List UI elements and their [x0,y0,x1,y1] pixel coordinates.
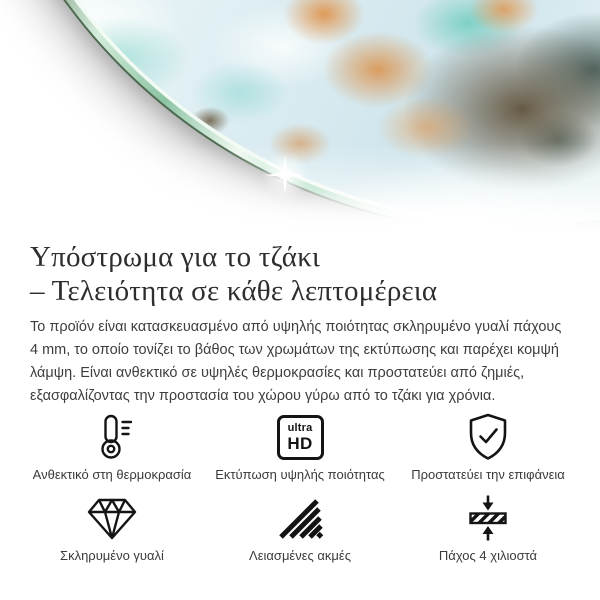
feature-tempered-glass [18,495,206,563]
feature-label: Σκληρυμένο γυαλί [60,548,164,563]
feature-label: Πάχος 4 χιλιοστά [438,548,538,563]
page-title-line-2: – Τελειότητα σε κάθε λεπτομέρεια [30,275,438,307]
ultra-hd-badge-top: ultra [287,421,313,434]
feature-label: Προστατεύει την επιφάνεια [411,467,565,482]
feature-thickness-4mm [394,495,582,563]
page-title [30,240,570,308]
ultra-hd-icon [277,414,324,460]
product-photo-glass-hearth-pad [0,0,600,232]
ultra-hd-badge-bottom: HD [287,433,313,453]
thermometer-icon [90,414,134,460]
polished-edges-icon [276,495,324,541]
diamond-icon [84,495,140,541]
feature-polished-edges [206,495,394,563]
feature-temperature-resistant [18,414,206,482]
shield-check-icon [464,414,512,460]
feature-surface-protection [394,414,582,482]
sparkle-glint-icon [261,151,309,199]
page-title-line-1: Υπόστρωμα για το τζάκι [30,241,321,273]
feature-ultra-hd-print [206,414,394,482]
product-description: Το προϊόν είναι κατασκευασμένο από υψηλής ποιότητας σκληρυμένο γυαλί πάχους 4 mm, το οποίο τονίζει το βάθος των χρωμάτων της εκτύπωσης και παρέχει κομψή λάμψη. Είναι ανθεκτικό σε υψηλές θερμοκρασίες και προστατεύει από ζημιές, εξασφαλίζοντας την προστασία του χώρου γύρω από το τζάκι για χρόνια. [30,319,562,404]
product-text-section [0,232,600,563]
feature-label: Εκτύπωση υψηλής ποιότητας [215,467,385,482]
thickness-icon [466,495,510,541]
feature-label: Ανθεκτικό στη θερμοκρασία [32,467,192,482]
feature-label: Λειασμένες ακμές [249,548,351,563]
feature-grid [18,414,582,563]
